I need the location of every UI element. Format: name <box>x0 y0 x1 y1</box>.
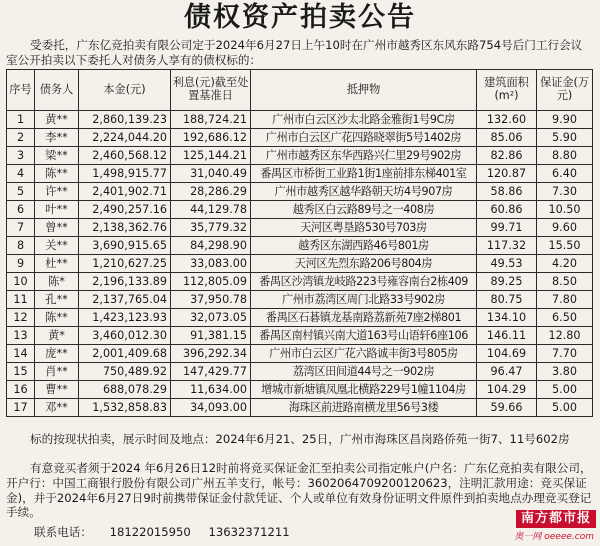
newspaper-logo: 南方都市报 <box>516 510 596 528</box>
phone-1: 18122015950 <box>109 525 191 539</box>
cell-deposit: 3.80 <box>537 363 593 381</box>
cell-no: 14 <box>7 345 35 363</box>
cell-principal: 2,401,902.71 <box>79 183 171 201</box>
cell-interest: 33,083.00 <box>171 255 251 273</box>
cell-interest: 84,298.90 <box>171 237 251 255</box>
cell-interest: 147,429.77 <box>171 363 251 381</box>
cell-pledge: 海珠区前进路南横龙里56号3楼 <box>251 399 477 417</box>
contact-label: 联系电话： <box>34 525 92 539</box>
table-row <box>7 255 593 273</box>
table-row <box>7 201 593 219</box>
table-row <box>7 129 593 147</box>
cell-principal: 2,460,568.12 <box>79 147 171 165</box>
cell-principal: 3,690,915.65 <box>79 237 171 255</box>
cell-principal: 2,860,139.23 <box>79 111 171 129</box>
header-deposit: 保证金(万元) <box>537 70 593 111</box>
cell-area: 132.60 <box>477 111 537 129</box>
table-row <box>7 237 593 255</box>
cell-interest: 396,292.34 <box>171 345 251 363</box>
cell-principal: 2,138,362.76 <box>79 219 171 237</box>
cell-deposit: 5.90 <box>537 129 593 147</box>
cell-area: 82.86 <box>477 147 537 165</box>
cell-interest: 188,724.21 <box>171 111 251 129</box>
cell-area: 89.25 <box>477 273 537 291</box>
cell-no: 10 <box>7 273 35 291</box>
cell-interest: 37,950.78 <box>171 291 251 309</box>
cell-no: 7 <box>7 219 35 237</box>
cell-deposit: 7.70 <box>537 345 593 363</box>
table-row <box>7 273 593 291</box>
cell-pledge: 广州市越秀区越华路朝天坊4号907房 <box>251 183 477 201</box>
cell-pledge: 荔湾区田间道44号之一902房 <box>251 363 477 381</box>
cell-debtor: 庞** <box>35 345 79 363</box>
header-pledge: 抵押物 <box>251 70 477 111</box>
cell-no: 2 <box>7 129 35 147</box>
cell-interest: 34,093.00 <box>171 399 251 417</box>
cell-debtor: 曹** <box>35 381 79 399</box>
table-header-row <box>7 70 593 111</box>
cell-pledge: 广州市荔湾区周门北路33号902房 <box>251 291 477 309</box>
cell-no: 12 <box>7 309 35 327</box>
bidder-instructions: 有意竞买者须于2024 年6月26日12时前将竞买保证金汇至拍卖公司指定帐户(户名：广东亿竞拍卖有限公司，开户行：中国工商银行股份有限公司广州五羊支行，帐号：3602064709200120623，注明汇款用途：竞买保证金)，并于2024年6月27日9时前携带保证金付款凭证、个人或单位有效身份证明文件原件到拍卖地点办理竞买登记手续。 <box>6 461 592 520</box>
cell-interest: 112,805.09 <box>171 273 251 291</box>
cell-area: 80.75 <box>477 291 537 309</box>
cell-principal: 2,490,257.16 <box>79 201 171 219</box>
cell-debtor: 肖** <box>35 363 79 381</box>
cell-deposit: 8.50 <box>537 273 593 291</box>
phone-2: 13632371211 <box>208 525 290 539</box>
auction-table <box>6 69 593 417</box>
cell-deposit: 8.80 <box>537 147 593 165</box>
cell-no: 4 <box>7 165 35 183</box>
cell-debtor: 杜** <box>35 255 79 273</box>
cell-deposit: 10.50 <box>537 201 593 219</box>
cell-no: 5 <box>7 183 35 201</box>
cell-pledge: 增城市新塘镇凤凰北横路229号1幢1104房 <box>251 381 477 399</box>
cell-pledge: 广州市白云区广花六路诚丰街3号805房 <box>251 345 477 363</box>
table-row <box>7 363 593 381</box>
cell-deposit: 5.00 <box>537 399 593 417</box>
cell-pledge: 广州市白云区广花四路晓翠街5号1402房 <box>251 129 477 147</box>
cell-deposit: 12.80 <box>537 327 593 345</box>
cell-interest: 35,779.32 <box>171 219 251 237</box>
cell-no: 9 <box>7 255 35 273</box>
table-row <box>7 399 593 417</box>
contact-line <box>34 525 290 540</box>
cell-area: 117.32 <box>477 237 537 255</box>
header-debtor: 债务人 <box>35 70 79 111</box>
cell-principal: 2,001,409.68 <box>79 345 171 363</box>
cell-debtor: 黄** <box>35 111 79 129</box>
cell-area: 104.29 <box>477 381 537 399</box>
intro-paragraph: 受委托，广东亿竞拍卖有限公司定于2024年6月27日上午10时在广州市越秀区东风东路754号后门工行会议室公开拍卖以下委托人对债务人享有的债权标的： <box>6 38 583 67</box>
header-principal: 本金(元) <box>79 70 171 111</box>
cell-pledge: 广州市越秀区东华西路兴仁里29号902房 <box>251 147 477 165</box>
cell-debtor: 陈** <box>35 309 79 327</box>
table-row <box>7 111 593 129</box>
cell-interest: 125,144.21 <box>171 147 251 165</box>
cell-debtor: 李** <box>35 129 79 147</box>
header-interest: 利息(元)截至处置基准日 <box>171 70 251 111</box>
cell-principal: 1,210,627.25 <box>79 255 171 273</box>
cell-principal: 1,423,123.93 <box>79 309 171 327</box>
cell-area: 146.11 <box>477 327 537 345</box>
cell-pledge: 番禺区市桥街工业路1街1座前排东梯401室 <box>251 165 477 183</box>
cell-no: 6 <box>7 201 35 219</box>
cell-area: 104.69 <box>477 345 537 363</box>
cell-deposit: 15.50 <box>537 237 593 255</box>
cell-debtor: 陈** <box>35 165 79 183</box>
cell-deposit: 9.60 <box>537 219 593 237</box>
cell-debtor: 陈* <box>35 273 79 291</box>
cell-deposit: 6.40 <box>537 165 593 183</box>
cell-principal: 2,224,044.20 <box>79 129 171 147</box>
cell-debtor: 许** <box>35 183 79 201</box>
cell-debtor: 孔** <box>35 291 79 309</box>
table-row <box>7 165 593 183</box>
cell-interest: 31,040.49 <box>171 165 251 183</box>
cell-area: 134.10 <box>477 309 537 327</box>
cell-no: 3 <box>7 147 35 165</box>
cell-pledge: 天河区先烈东路206号804房 <box>251 255 477 273</box>
cell-deposit: 6.50 <box>537 309 593 327</box>
cell-area: 59.66 <box>477 399 537 417</box>
cell-area: 60.86 <box>477 201 537 219</box>
cell-principal: 688,078.29 <box>79 381 171 399</box>
cell-no: 1 <box>7 111 35 129</box>
cell-debtor: 叶** <box>35 201 79 219</box>
cell-pledge: 番禺区石碁镇龙基南路荔新苑7座2梯801 <box>251 309 477 327</box>
table-row <box>7 327 593 345</box>
table-row <box>7 309 593 327</box>
cell-principal: 1,498,915.77 <box>79 165 171 183</box>
cell-pledge: 番禺区沙湾镇龙岐路223号雍容南台2栋409 <box>251 273 477 291</box>
cell-debtor: 梁** <box>35 147 79 165</box>
cell-area: 120.87 <box>477 165 537 183</box>
cell-deposit: 5.00 <box>537 381 593 399</box>
newspaper-site: 奥一网 oeeee.com <box>514 532 594 542</box>
cell-pledge: 广州市白云区沙太北路金雅街1号9C房 <box>251 111 477 129</box>
cell-principal: 2,137,765.04 <box>79 291 171 309</box>
cell-debtor: 曾** <box>35 219 79 237</box>
header-area: 建筑面积(m²) <box>477 70 537 111</box>
cell-principal: 3,460,012.30 <box>79 327 171 345</box>
cell-deposit: 7.80 <box>537 291 593 309</box>
cell-debtor: 关** <box>35 237 79 255</box>
table-row <box>7 345 593 363</box>
table-body <box>7 111 593 417</box>
notice-title: 债权资产拍卖公告 <box>184 2 416 33</box>
cell-no: 11 <box>7 291 35 309</box>
cell-no: 8 <box>7 237 35 255</box>
status-note: 标的按现状拍卖，展示时间及地点：2024年6月21、25日，广州市海珠区昌岗路侨苑一街7、11号602房 <box>30 432 570 446</box>
cell-no: 15 <box>7 363 35 381</box>
cell-principal: 1,532,858.83 <box>79 399 171 417</box>
cell-pledge: 越秀区东湖西路46号801房 <box>251 237 477 255</box>
cell-interest: 11,634.00 <box>171 381 251 399</box>
table-row <box>7 147 593 165</box>
cell-interest: 28,286.29 <box>171 183 251 201</box>
cell-area: 58.86 <box>477 183 537 201</box>
cell-principal: 2,196,133.89 <box>79 273 171 291</box>
cell-area: 99.71 <box>477 219 537 237</box>
cell-pledge: 天河区粤垦路530号703房 <box>251 219 477 237</box>
table-row <box>7 219 593 237</box>
cell-area: 85.06 <box>477 129 537 147</box>
table-row <box>7 291 593 309</box>
cell-pledge: 越秀区白云路89号之一408房 <box>251 201 477 219</box>
cell-area: 96.47 <box>477 363 537 381</box>
cell-no: 13 <box>7 327 35 345</box>
cell-interest: 91,381.15 <box>171 327 251 345</box>
table-row <box>7 381 593 399</box>
cell-principal: 750,489.92 <box>79 363 171 381</box>
cell-pledge: 番禺区南村镇兴南大道163号山语轩6座106 <box>251 327 477 345</box>
cell-deposit: 4.20 <box>537 255 593 273</box>
cell-no: 16 <box>7 381 35 399</box>
cell-area: 49.53 <box>477 255 537 273</box>
cell-interest: 44,129.78 <box>171 201 251 219</box>
cell-deposit: 7.30 <box>537 183 593 201</box>
cell-interest: 32,073.05 <box>171 309 251 327</box>
cell-interest: 192,686.12 <box>171 129 251 147</box>
table-row <box>7 183 593 201</box>
cell-deposit: 9.90 <box>537 111 593 129</box>
cell-debtor: 黄* <box>35 327 79 345</box>
cell-debtor: 邓** <box>35 399 79 417</box>
cell-no: 17 <box>7 399 35 417</box>
header-no: 序号 <box>7 70 35 111</box>
